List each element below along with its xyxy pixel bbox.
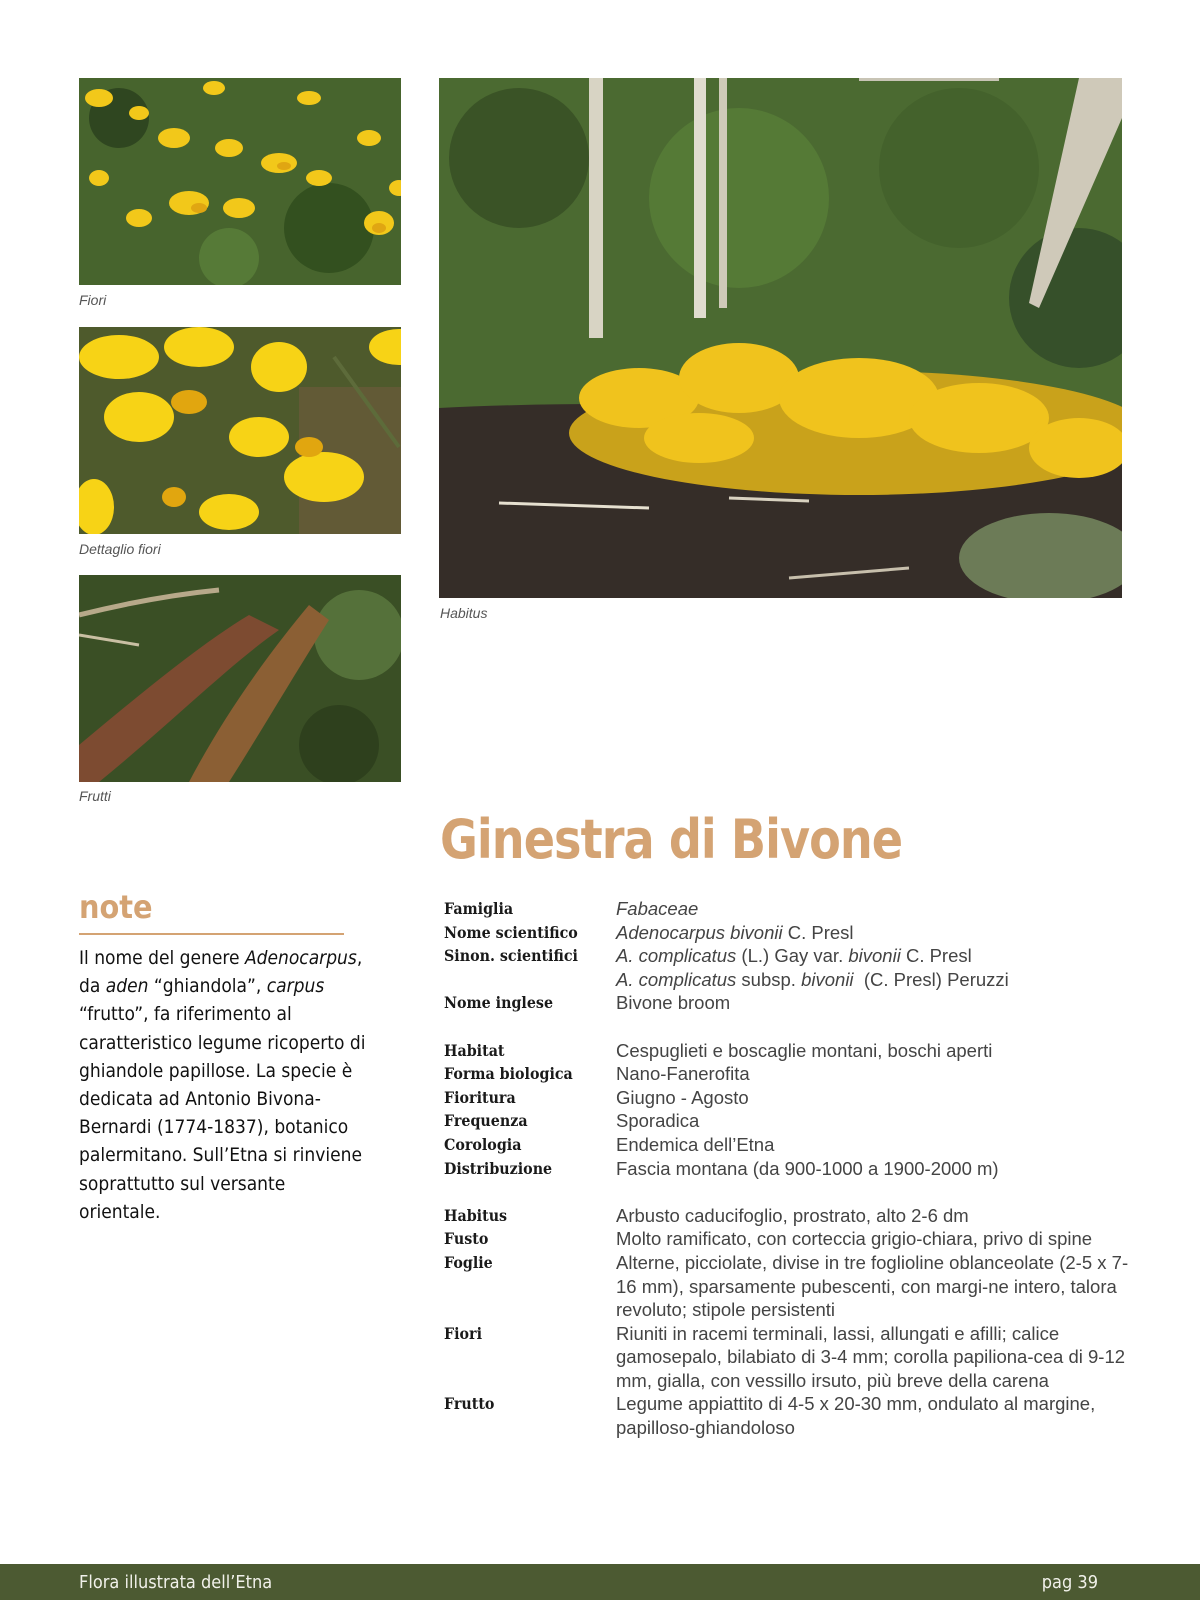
fact-value: Endemica dell’Etna	[616, 1133, 775, 1155]
photo-fiori	[79, 78, 401, 285]
page-number: pag 39	[1041, 1572, 1098, 1593]
fact-value: Nano-Fanerofita	[616, 1063, 750, 1085]
fact-value: Fabaceae	[616, 898, 699, 919]
note-divider	[79, 933, 344, 935]
fact-fusto	[444, 1227, 1134, 1251]
fact-nome-scientifico	[444, 921, 1134, 945]
fact-value: A. complicatus (L.) Gay var. bivonii C. Presl A. complicatus subsp. bivonii (C. Presl) Peruzzi	[616, 945, 1009, 990]
fact-label: Fiori	[444, 1323, 482, 1343]
fact-nome-inglese	[444, 991, 1134, 1015]
fact-distribuzione	[444, 1157, 1134, 1181]
fact-value: Alterne, picciolate, divise in tre foglioline oblanceolate (2-5 x 7-16 mm), sparsamente pubescenti, con margi-ne intero, talora revoluto; stipole persistenti	[616, 1251, 1129, 1321]
caption-fiori: Fiori	[79, 292, 107, 308]
fact-habitus	[444, 1204, 1134, 1228]
fact-label: Fioritura	[444, 1087, 516, 1107]
fact-label: Distribuzione	[444, 1158, 553, 1178]
fact-label: Frutto	[444, 1394, 495, 1414]
fact-value: Cespuglieti e boscaglie montani, boschi aperti	[616, 1039, 993, 1061]
fact-value: Molto ramificato, con corteccia grigio-chiara, privo di spine	[616, 1228, 1093, 1250]
fact-label: Famiglia	[444, 899, 514, 918]
photo-habitus	[439, 78, 1122, 598]
fact-value: Arbusto caducifoglio, prostrato, alto 2-6 dm	[616, 1204, 969, 1226]
species-facts	[444, 897, 1134, 1440]
fact-fiori	[444, 1322, 1134, 1393]
fact-label: Nome scientifico	[444, 922, 578, 942]
fact-value: Giugno - Agosto	[616, 1086, 749, 1108]
fact-value: Adenocarpus bivonii C. Presl	[616, 921, 854, 943]
caption-dettaglio-fiori: Dettaglio fiori	[79, 541, 161, 557]
fact-value: Sporadica	[616, 1110, 700, 1132]
fact-label: Foglie	[444, 1252, 493, 1272]
fact-frequenza	[444, 1109, 1134, 1133]
fact-frutto	[444, 1392, 1134, 1439]
photo-dettaglio-fiori	[79, 327, 401, 534]
fact-label: Corologia	[444, 1134, 522, 1154]
fact-fioritura	[444, 1086, 1134, 1110]
fact-label: Habitat	[444, 1040, 505, 1060]
fact-value: Fascia montana (da 900-1000 a 1900-2000 m)	[616, 1157, 999, 1179]
note-heading: note	[79, 888, 153, 926]
fact-forma-biologica	[444, 1062, 1134, 1086]
fact-value: Riuniti in racemi terminali, lassi, allungati e afilli; calice gamosepalo, bilabiato di 3-4 mm; corolla papiliona-cea di 9-12 mm, gialla, con vessillo irsuto, più breve della carena	[616, 1322, 1126, 1391]
fact-label: Sinon. scientifici	[444, 946, 578, 966]
footer-book-title: Flora illustrata dell’Etna	[79, 1572, 273, 1593]
page-footer	[0, 1564, 1200, 1600]
fact-famiglia	[444, 897, 1134, 921]
fact-label: Fusto	[444, 1229, 489, 1249]
fact-foglie	[444, 1251, 1134, 1322]
fact-sinonimi	[444, 944, 1134, 991]
fact-corologia	[444, 1133, 1134, 1157]
fact-label: Forma biologica	[444, 1064, 573, 1084]
note-text: Il nome del genere Adenocarpus, da aden “ghiandola”, carpus “frutto”, fa riferimento al caratteristico legume ricoperto di ghiandole papillose. La specie è dedicata ad Antonio Bivona-Bernardi (1774-1837), botanico palermitano. Sull’Etna si rinviene soprattutto sul versante orientale.	[79, 947, 366, 1223]
fact-label: Habitus	[444, 1205, 508, 1225]
fact-value: Legume appiattito di 4-5 x 20-30 mm, ondulato al margine, papilloso-ghiandoloso	[616, 1393, 1096, 1439]
fact-label: Nome inglese	[444, 993, 554, 1013]
caption-habitus: Habitus	[440, 605, 488, 621]
fact-label: Frequenza	[444, 1111, 528, 1131]
fact-habitat	[444, 1039, 1134, 1063]
fact-value: Bivone broom	[616, 992, 731, 1014]
page-title: Ginestra di Bivone	[440, 808, 903, 871]
photo-frutti	[79, 575, 401, 782]
caption-frutti: Frutti	[79, 788, 111, 804]
